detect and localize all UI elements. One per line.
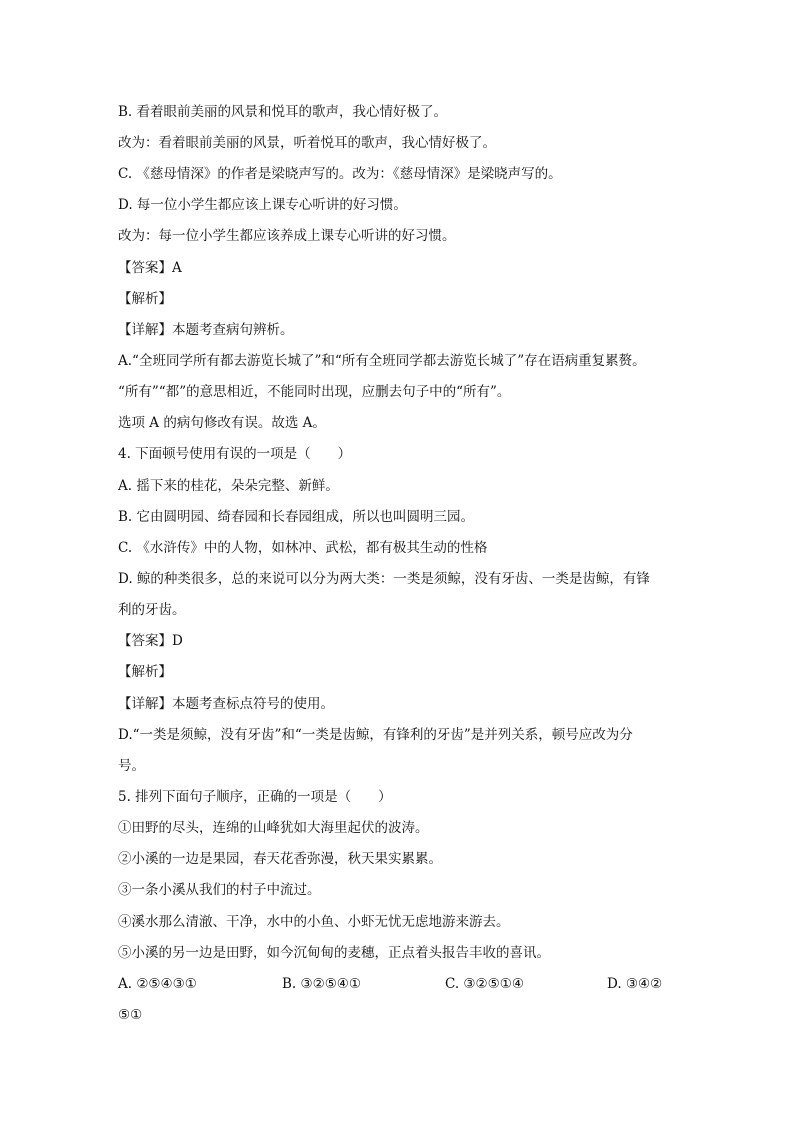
choice-c: C. ③②⑤①④ — [445, 976, 524, 992]
option-line: C. 《水浒传》中的人物，如林冲、武松，都有极其生动的性格 — [118, 540, 488, 556]
text-line: A.“全班同学所有都去游览长城了”和“所有全班同学都去游览长城了”存在语病重复累赘。 — [118, 353, 646, 369]
sentence-line: ④溪水那么清澈、干净，水中的小鱼、小虾无忧无虑地游来游去。 — [118, 914, 510, 930]
answer-label: 【答案】D — [118, 633, 183, 649]
text-line: 改为：看着眼前美丽的风景，听着悦耳的歌声，我心情好极了。 — [118, 135, 496, 151]
detail-label: 【详解】本题考查标点符号的使用。 — [118, 696, 334, 712]
choice-b: B. ③②⑤④① — [282, 976, 362, 992]
option-line: 利的牙齿。 — [118, 602, 186, 618]
choice-d: D. ③④② — [607, 976, 663, 992]
choice-d-continuation: ⑤① — [118, 1007, 143, 1023]
text-line: “所有”“都”的意思相近，不能同时出现，应删去句子中的“所有”。 — [118, 384, 511, 400]
text-line: D. 每一位小学生都应该上课专心听讲的好习惯。 — [118, 197, 407, 213]
sentence-line: ⑤小溪的另一边是田野，如今沉甸甸的麦穗，正点着头报告丰收的喜讯。 — [118, 945, 550, 961]
analysis-label: 【解析】 — [118, 291, 172, 307]
option-line: D. 鲸的种类很多，总的来说可以分为两大类：一类是须鲸，没有牙齿、一类是齿鲸，有锋 — [118, 571, 650, 587]
sentence-line: ②小溪的一边是果园，春天花香弥漫，秋天果实累累。 — [118, 851, 442, 867]
detail-label: 【详解】本题考查病句辨析。 — [118, 322, 294, 338]
text-line: 号。 — [118, 758, 145, 774]
text-line: B. 看着眼前美丽的风景和悦耳的歌声，我心情好极了。 — [118, 104, 448, 120]
option-line: A. 摇下来的桂花，朵朵完整、新鲜。 — [118, 478, 339, 494]
text-line: C. 《慈母情深》的作者是梁晓声写的。改为：《慈母情深》是梁晓声写的。 — [118, 166, 562, 182]
sentence-line: ①田野的尽头，连绵的山峰犹如大海里起伏的波涛。 — [118, 820, 429, 836]
sentence-line: ③一条小溪从我们的村子中流过。 — [118, 882, 321, 898]
question-title: 4. 下面顿号使用有误的一项是（ ） — [118, 446, 352, 462]
choice-a: A. ②⑤④③① — [118, 976, 197, 992]
text-line: 改为：每一位小学生都应该养成上课专心听讲的好习惯。 — [118, 228, 456, 244]
question-title: 5. 排列下面句子顺序，正确的一项是（ ） — [118, 789, 392, 805]
analysis-label: 【解析】 — [118, 664, 172, 680]
option-line: B. 它由圆明园、绮春园和长春园组成，所以也叫圆明三园。 — [118, 509, 475, 525]
answer-label: 【答案】A — [118, 260, 182, 276]
text-line: 选项 A 的病句修改有误。故选 A。 — [118, 415, 326, 431]
text-line: D.“一类是须鲸，没有牙齿”和“一类是齿鲸，有锋利的牙齿”是并列关系，顿号应改为分 — [118, 727, 633, 743]
